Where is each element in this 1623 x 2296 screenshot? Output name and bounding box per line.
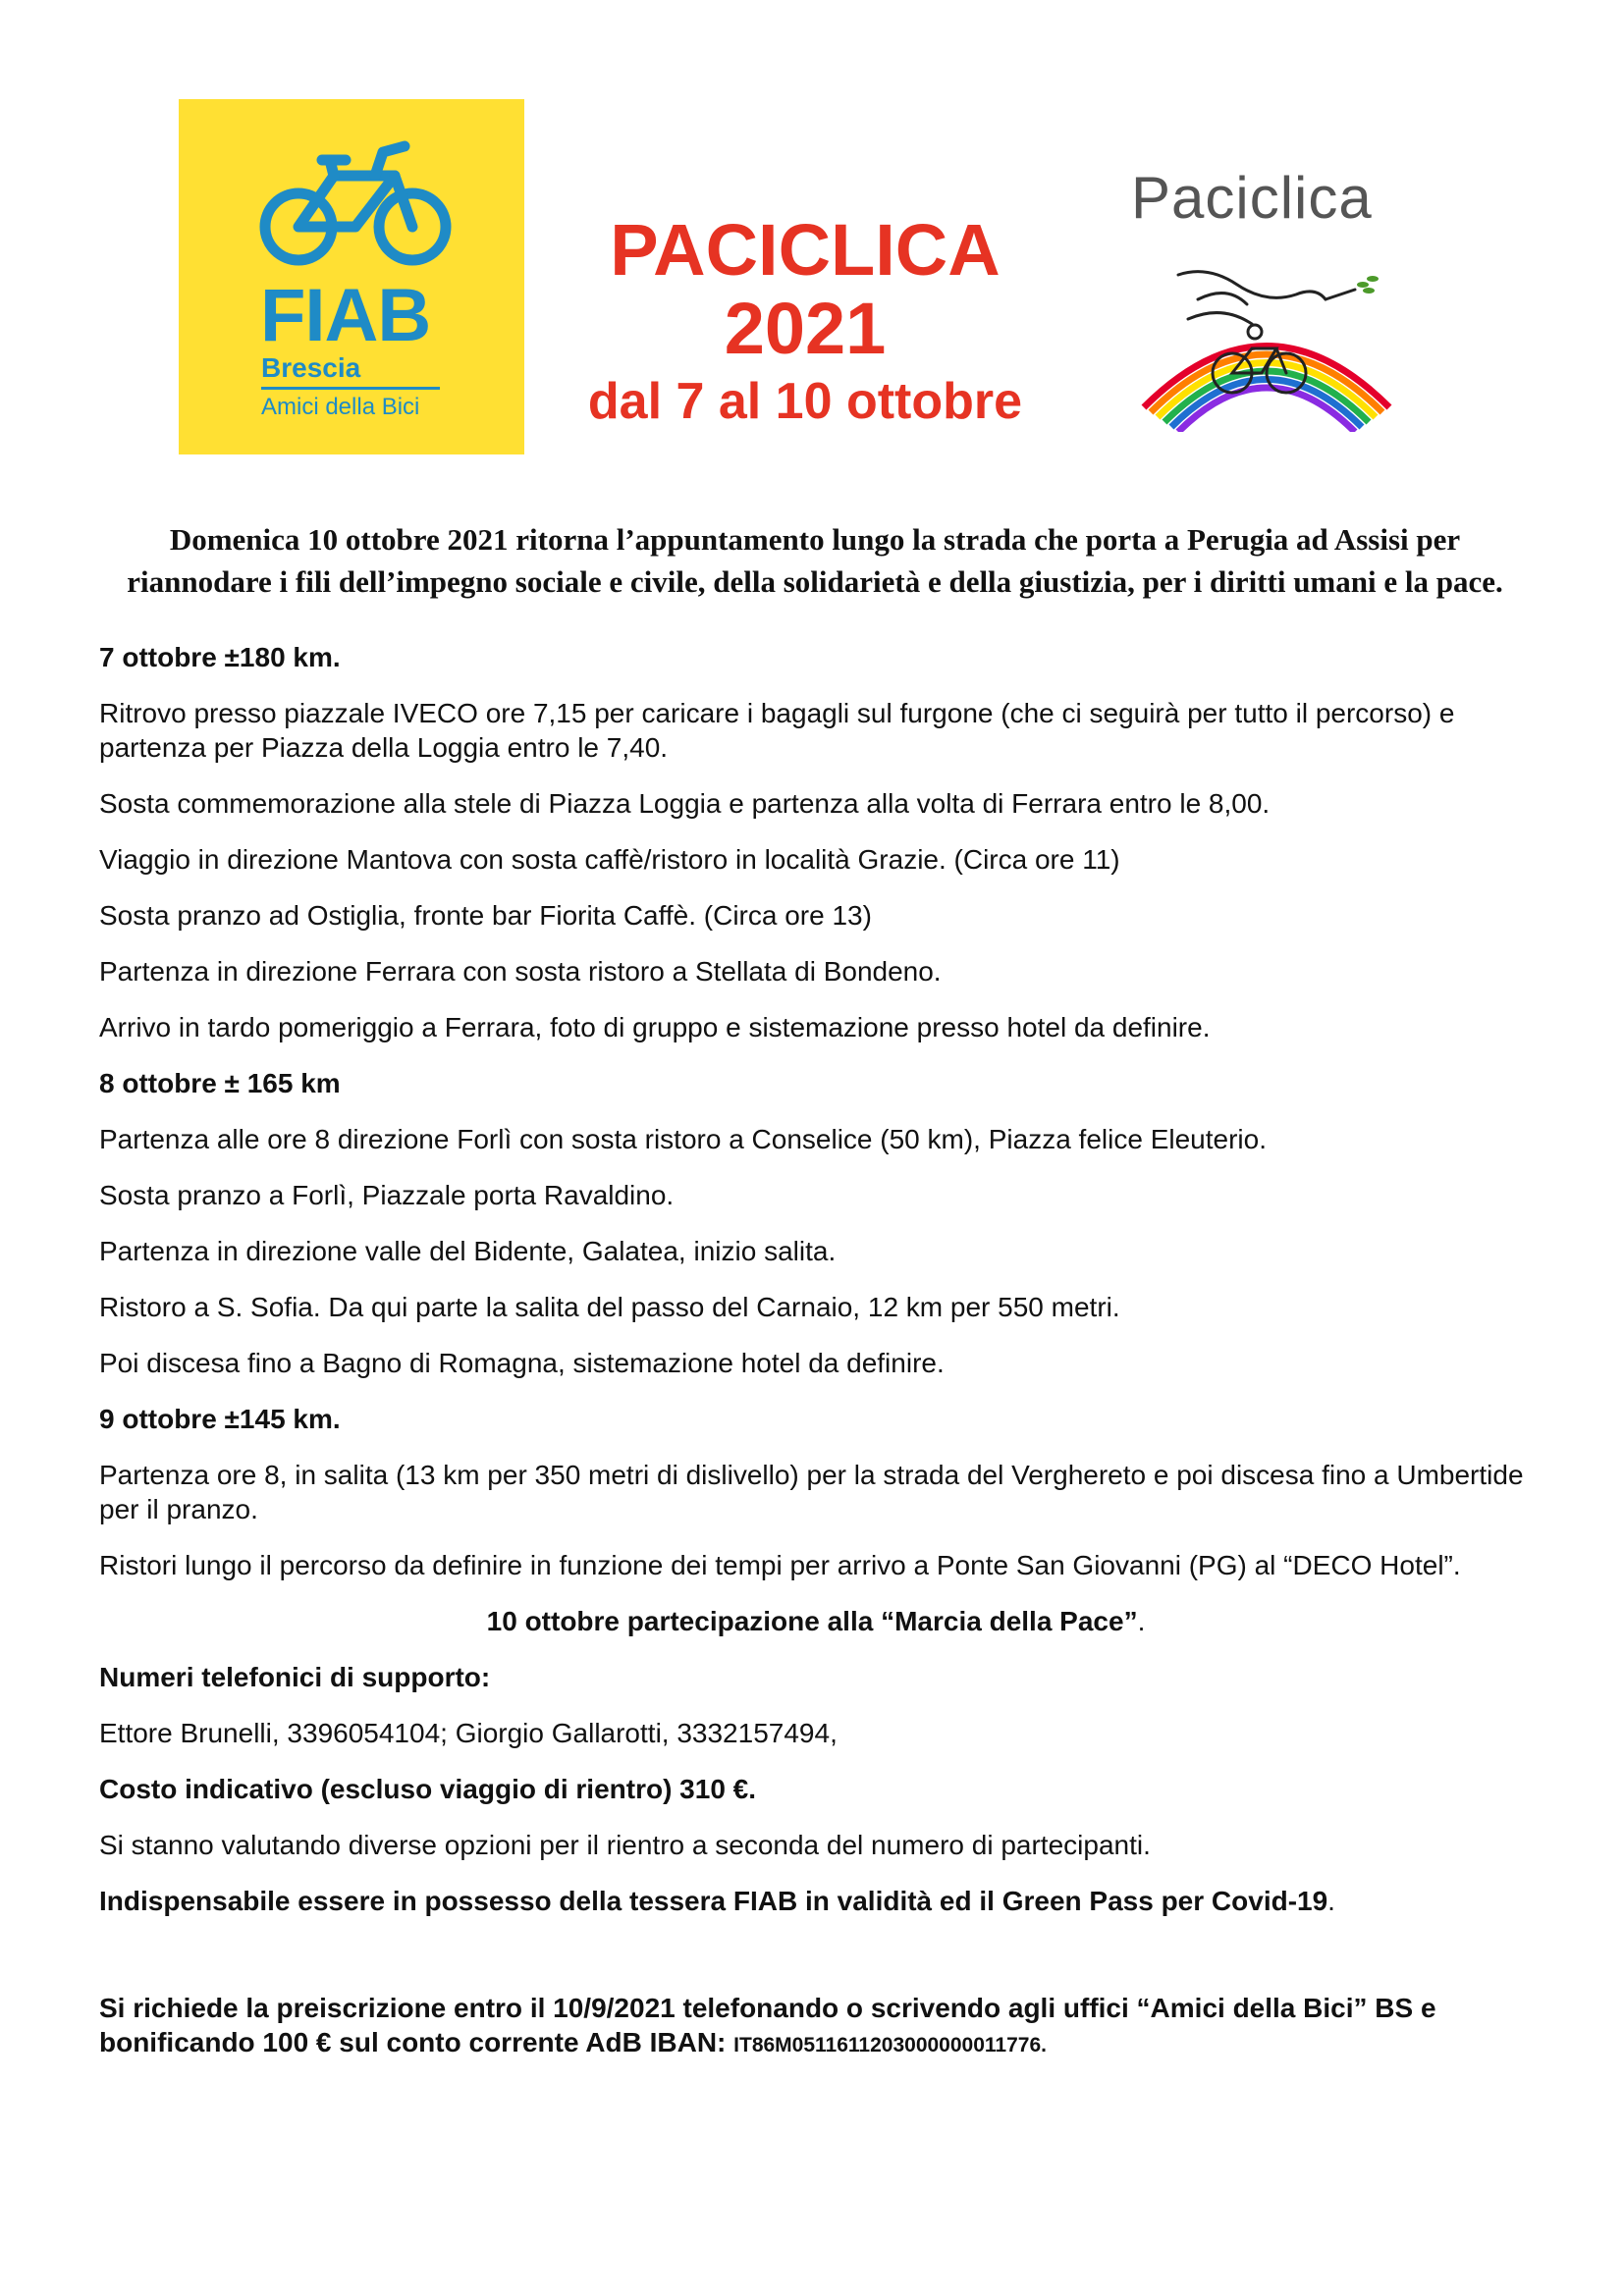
day2-heading: 8 ottobre ± 165 km: [99, 1068, 341, 1098]
fiab-divider: [261, 387, 440, 390]
day1-heading: 7 ottobre ±180 km.: [99, 642, 341, 672]
day1-item: Sosta pranzo ad Ostiglia, fronte bar Fiorita Caffè. (Circa ore 13): [99, 900, 872, 931]
day2-item: Sosta pranzo a Forlì, Piazzale porta Ravaldino.: [99, 1180, 675, 1210]
day4-line: [99, 1604, 1533, 1638]
title-main: PACICLICA: [610, 209, 1001, 291]
day4-text: 10 ottobre partecipazione alla “Marcia della Pace”: [486, 1606, 1138, 1636]
day3-item: Partenza ore 8, in salita (13 km per 350 metri di dislivello) per la strada del Verghereto e poi discesa fino a Umbertide per il pranzo.: [99, 1460, 1524, 1524]
requirement-suffix: .: [1327, 1886, 1335, 1916]
day2-item: Partenza in direzione valle del Bidente, Galatea, inizio salita.: [99, 1236, 837, 1266]
title-year: 2021: [724, 287, 887, 369]
day1-item: Ritrovo presso piazzale IVECO ore 7,15 per caricare i bagagli sul furgone (che ci seguirà per tutto il percorso) e partenza per Piazza della Loggia entro le 7,40.: [99, 698, 1455, 763]
itinerary: [99, 640, 1533, 2084]
registration-text: Si richiede la preiscrizione entro il 10/9/2021 telefonando o scrivendo agli uffici “Amici della Bici” BS e bonificando 100 € sul conto corrente AdB IBAN:: [99, 1993, 1436, 2057]
day1-item: Partenza in direzione Ferrara con sosta ristoro a Stellata di Bondeno.: [99, 956, 942, 987]
fiab-name: FIAB: [260, 274, 431, 357]
day1-item: Arrivo in tardo pomeriggio a Ferrara, foto di gruppo e sistemazione presso hotel da definire.: [99, 1012, 1211, 1042]
fiab-tagline: Amici della Bici: [261, 394, 420, 420]
fiab-city: Brescia: [261, 352, 361, 383]
day2-item: Partenza alle ore 8 direzione Forlì con sosta ristoro a Conselice (50 km), Piazza felice Eleuterio.: [99, 1124, 1267, 1154]
registration-line: [99, 1991, 1533, 2062]
requirement-text: Indispensabile essere in possesso della tessera FIAB in validità ed il Green Pass per Covid-19: [99, 1886, 1328, 1916]
fiab-logo: [179, 99, 524, 454]
paciclica-logo-name: Paciclica: [1131, 165, 1373, 231]
intro-paragraph: Domenica 10 ottobre 2021 ritorna l’appuntamento lungo la strada che porta a Perugia ad Assisi per riannodare i fili dell’impegno sociale e civile, della solidarietà e della giustizia, per i diritti umani e la pace.: [127, 522, 1503, 599]
support-contacts: Ettore Brunelli, 3396054104; Giorgio Gallarotti, 3332157494,: [99, 1718, 838, 1748]
day3-heading: 9 ottobre ±145 km.: [99, 1404, 341, 1434]
dove-rainbow-bicycle-icon: [1129, 245, 1404, 432]
day2-item: Poi discesa fino a Bagno di Romagna, sistemazione hotel da definire.: [99, 1348, 945, 1378]
support-heading: Numeri telefonici di supporto:: [99, 1662, 491, 1692]
requirement-line: [99, 1884, 1533, 1918]
event-title: [550, 211, 1060, 429]
day1-item: Viaggio in direzione Mantova con sosta caffè/ristoro in località Grazie. (Circa ore 11): [99, 844, 1120, 875]
day1-item: Sosta commemorazione alla stele di Piazza Loggia e partenza alla volta di Ferrara entro le 8,00.: [99, 788, 1271, 819]
day3-item: Ristori lungo il percorso da definire in funzione dei tempi per arrivo a Ponte San Giovanni (PG) al “DECO Hotel”.: [99, 1550, 1461, 1580]
bicycle-icon: [257, 138, 454, 271]
day2-item: Ristoro a S. Sofia. Da qui parte la salita del passo del Carnaio, 12 km per 550 metri.: [99, 1292, 1120, 1322]
title-dates: dal 7 al 10 ottobre: [587, 372, 1023, 430]
spacer: [99, 1940, 1533, 1991]
day4-suffix: .: [1137, 1606, 1146, 1636]
cost-text: Costo indicativo (escluso viaggio di rientro) 310 €.: [99, 1774, 757, 1804]
cost-note: Si stanno valutando diverse opzioni per il rientro a seconda del numero di partecipanti.: [99, 1830, 1151, 1860]
iban-code: IT86M0511611203000000011776.: [733, 2034, 1047, 2056]
